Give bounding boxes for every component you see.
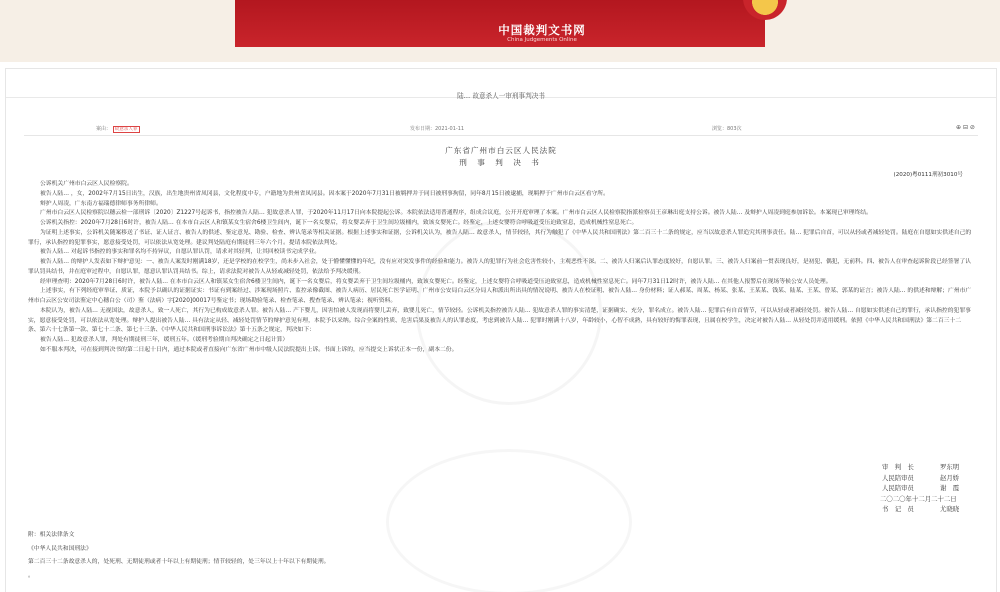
signature-date: 二〇二〇年十二月二十二日 xyxy=(880,494,957,503)
download-icon[interactable]: ⊕ xyxy=(956,124,962,131)
document-title: 陆… 故意杀人一审刑事判决书 xyxy=(457,92,545,100)
paragraph: 公诉机关指控：2020年7月28日6时许，被告人陆… 在本市白云区人和镇某女生宿舍6楼卫生间内，诞下一名女婴后，将女婴丢弃于卫生间垃圾桶内，致该女婴死亡。经鉴定，上述女婴符合呼吸道受压迫致窒息，造成机械性窒息死亡。 xyxy=(40,220,638,226)
signature-line: 人民陪审员 谢 霞 xyxy=(882,484,960,492)
signature-line: 书 记 员 尤晓晓 xyxy=(882,505,960,513)
paragraph: 辩护人周凌，广东南方福瑞德律师事务所律师。 xyxy=(40,200,162,207)
divider xyxy=(24,135,978,136)
site-name: 中国裁判文书网 xyxy=(498,23,586,37)
paragraph: 经审理查明：2020年7月28日6时许，被告人陆… 在本市白云区人和镇某女生宿舍6楼卫生间内，诞下一名女婴后，将女婴丢弃于卫生间垃圾桶内，致该女婴死亡。经鉴定，上述女婴符合呼吸道受压迫致窒息，造成机械性窒息死亡。同年7月31日12时许，被告人陆… 在其他人报警后在现场等候公安人员处理。 xyxy=(40,278,832,285)
paragraph: 如不服本判决，可在接到判决书的第二日起十日内，通过本院或者直接向广东省广州市中级人民法院提出上诉。书面上诉的，应当提交上诉状正本一份，副本二份。 xyxy=(40,346,458,353)
site-banner xyxy=(0,0,1000,62)
document-type: 刑 事 判 决 书 xyxy=(459,158,543,167)
appendix-tail: 。 xyxy=(28,572,34,579)
law-name: 《中华人民共和国刑法》 xyxy=(28,545,92,552)
court-emblem-icon xyxy=(743,0,787,20)
paragraph: 本院认为，被告人陆… 无视国法，故意杀人，致一人死亡，其行为已构成故意杀人罪。被告人陆… 产下婴儿，因害怕被人发现而将婴儿丢弃，致婴儿死亡，情节较轻。公诉机关指控被告人陆… 犯故意杀人罪的事实清楚，证据确实、充分，罪名成立。被告人陆… 犯罪后有自首情节，可以从轻或者减轻处罚。被告人陆… 自愿如实供述自己的罪行，承认指控的犯罪事实，愿意接受处罚，可以依法从宽处理。辩护人提出被告人陆… 具有法定从轻、减轻处罚情节的辩护意见有理，本院予以采纳。综合全案的性质、危害后果及被告人的认罪态度，考虑到被告人陆… 犯罪时刚满十八岁，年龄较小，心智不成熟，具有较好的悔罪表现，且属在校学生，决定对被告人陆… 从轻处罚并适用缓刑。依照《中华人民共和国刑法》第二百三十二条、第六十七条第一款、第七十二条、第七十三条、《中华人民共和国刑事诉讼法》第十五条之规定，判决如下： xyxy=(28,307,971,334)
judgment-document xyxy=(5,68,997,592)
print-icon[interactable]: ⊟ xyxy=(962,124,968,131)
paragraph: 为证明上述事实，公诉机关随案移送了书证、证人证言、被告人的供述、鉴定意见、勘验、检查、辨认笔录等相关证据。根据上述事实和证据，公诉机关认为，被告人陆… 故意杀人，情节较轻，其行为触犯了《中华人民共和国刑法》第二百三十二条的规定，应当以故意杀人罪追究其刑事责任。陆… 犯罪后自首，可以从轻或者减轻处罚。陆庭在自愿如实供述自己的罪行，承认指控的犯罪事实，愿意接受处罚，可以依法从宽处理。建议判处陆庭有期徒刑三年六个月。提请本院依法判处。 xyxy=(28,229,972,246)
court-name: 广东省广州市白云区人民法院 xyxy=(445,146,557,155)
signature-line: 人民陪审员 赵月娇 xyxy=(882,473,960,482)
cause-tag[interactable]: 故意杀人罪 xyxy=(114,127,138,132)
publish-date: 发布日期：2021-01-11 xyxy=(410,126,465,132)
site-subtitle: China Judgements Online xyxy=(507,37,577,43)
signature-block xyxy=(882,462,982,515)
law-article: 第二百三十二条故意杀人的，处死刑、无期徒刑或者十年以上有期徒刑；情节较轻的，处三年以上十年以下有期徒刑。 xyxy=(28,559,330,565)
paragraph: 被告人陆… 的辩护人发表如下辩护意见：一、被告人案发时刚满18岁，还是学校的在校学生，尚未步入社会，处于懵懂懂懂的年纪，没有应对突发事件的经验和能力。被告人的犯罪行为社会危害性较小，主观恶性不深。二、被告人归案后认罪态度较好，自愿认罪。三、被告人归案前一贯表现良好，是初犯、偶犯，无前科。四、被告人在审查起诉阶段已经签署了认罪认罚具结书，并在庭审过程中，自愿认罪，愿意认罪认罚具结书。综上，请求法院对被告人从轻或减轻处罚，依法给予判决缓刑。 xyxy=(28,259,971,275)
document-meta xyxy=(6,125,996,135)
paragraph: 广州市白云区人民检察院以穗云检一部刑诉〔2020〕Z1227号起诉书，指控被告人陆… 犯故意杀人罪，于2020年11月17日向本院提起公诉。本院依法适用普通程序，组成合议庭，公开开庭审理了本案。广州市白云区人民检察院指派检察员王彦琳出庭支持公诉。被告人陆… 及辩护人周凌到庭参加诉讼。本案现已审理终结。 xyxy=(40,210,872,217)
view-count: 浏览：803次 xyxy=(712,126,742,132)
document-header-bar xyxy=(6,69,996,98)
doc-tools xyxy=(956,124,975,131)
share-icon[interactable]: ⊘ xyxy=(969,124,975,131)
paragraph: 公诉机关广州市白云区人民检察院。 xyxy=(40,181,133,187)
appendix xyxy=(28,529,968,583)
paragraph: 被告人陆… 对起诉书指控的事实和罪名均不持异议，自愿认罪认罚，请求对其轻判，让其回校读书完成学业。 xyxy=(40,249,321,256)
appendix-title: 附：相关法律条文 xyxy=(28,532,75,538)
judgment-body xyxy=(28,180,972,356)
paragraph: 被告人陆… ，女，2002年7月15日出生，汉族，出生地贵州省凤冈县，文化程度中专，户籍地为贵州省凤冈县。因本案于2020年7月31日被羁押并于同日被刑事拘留，同年8月15日被逮捕，现羁押于广州市白云区看守所。 xyxy=(40,190,609,197)
paragraph: 上述事实，有下列经庭审举证、质证，本院予以确认的证据证实：书证有到案经过、涉案现场照片、监控录像截图、被告人病历、居民死亡医学证明、广州市公安局白云区分局人和派出所出具的情况说明、被告人在校证明、被告人陆… 身份材料；证人郝某、周某、杨某、张某、王某某、钱某、陆某、王某、曾某、郭某的证言；被告人陆… 的供述和辩解；广州市广州市白云区公安司法鉴定中心穗白公（司）鉴（法病）字[2020]00017号鉴定书；现场勘验笔录、检查笔录、搜查笔录、辨认笔录；视听资料。 xyxy=(28,288,972,304)
cause-label: 案由： 故意杀人罪 xyxy=(96,126,138,132)
paragraph: 被告人陆… 犯故意杀人罪，判处有期徒刑三年，缓刑五年。（缓刑考验期自判决确定之日起计算） xyxy=(40,337,289,343)
signature-line: 审 判 长 罗东明 xyxy=(882,463,960,471)
case-number: (2020)粤0111刑初3010号 xyxy=(893,172,963,178)
